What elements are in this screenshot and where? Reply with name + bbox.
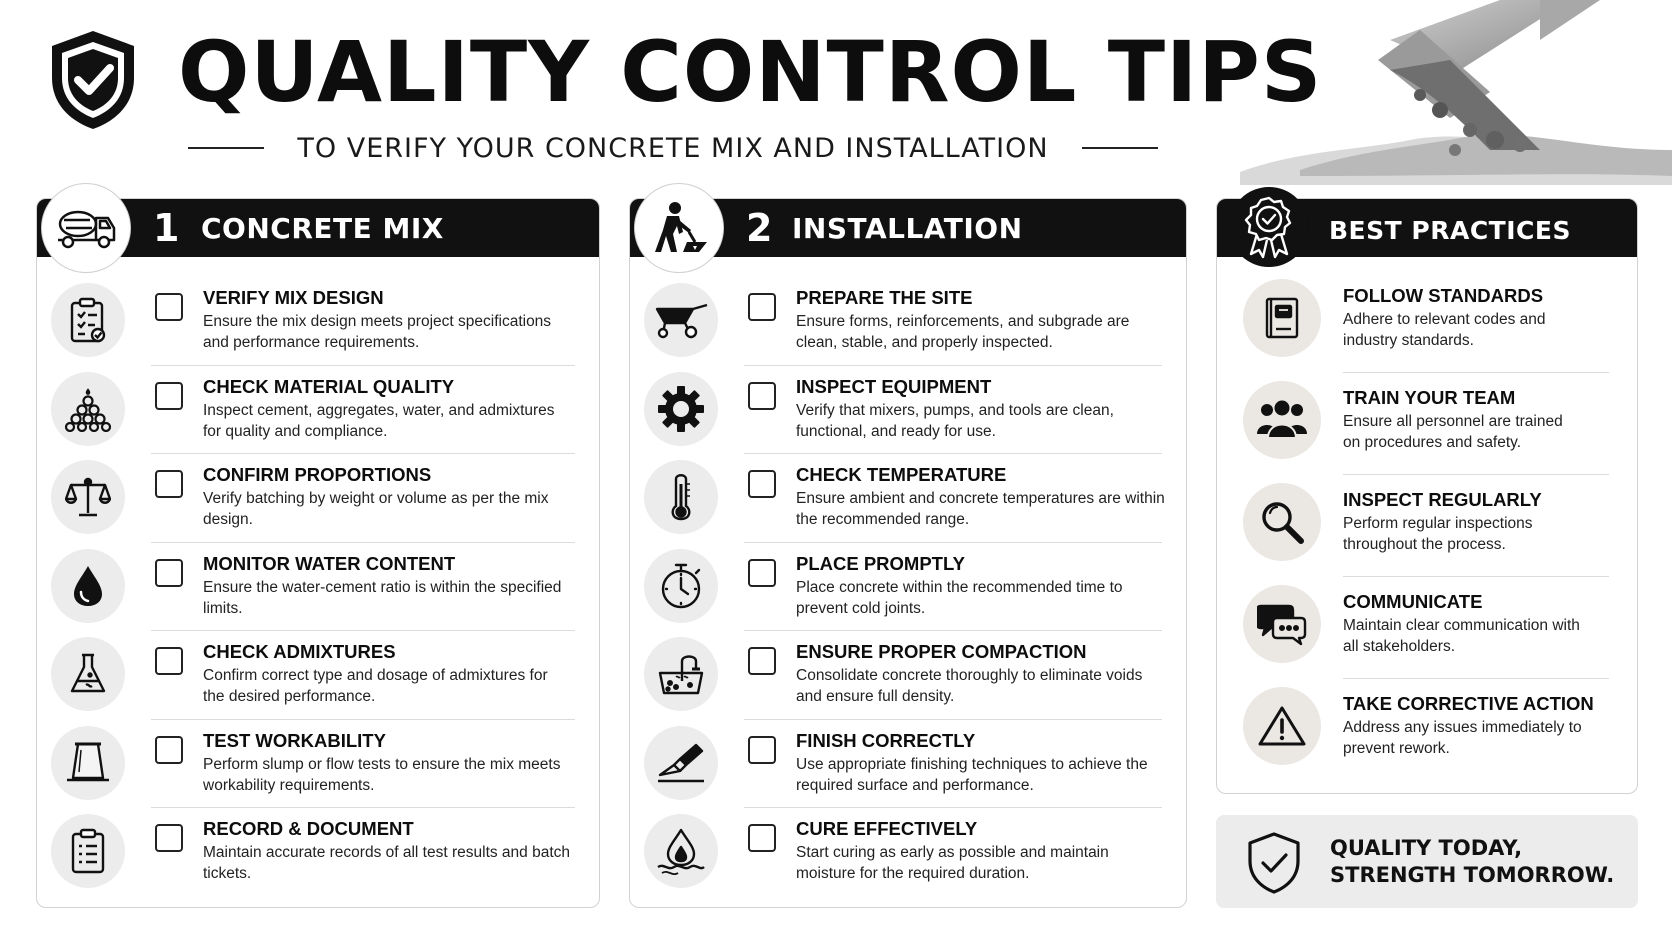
checkbox[interactable] — [748, 559, 776, 587]
motto-banner — [1216, 815, 1638, 908]
concrete-mix-list — [37, 277, 599, 897]
motto-line-1: QUALITY TODAY, — [1330, 836, 1523, 860]
item-title: FINISH CORRECTLY — [796, 729, 976, 751]
subtitle-row — [188, 128, 1158, 168]
practice-item — [1217, 271, 1637, 373]
flask-icon — [51, 637, 125, 711]
curing-drop-icon — [644, 814, 718, 888]
gear-icon — [644, 372, 718, 446]
clipboard-icon — [51, 283, 125, 357]
practice-item — [1217, 577, 1637, 679]
best-practices-panel — [1216, 198, 1638, 794]
page-subtitle: TO VERIFY YOUR CONCRETE MIX AND INSTALLATION — [297, 132, 1049, 164]
subtitle-rule-right — [1082, 147, 1158, 149]
stopwatch-icon — [644, 549, 718, 623]
item-title: MONITOR WATER CONTENT — [203, 552, 456, 574]
item-description: Consolidate concrete thoroughly to eliminate voids and ensure full density. — [796, 667, 1143, 705]
section-number: 1 — [153, 206, 180, 250]
installation-list — [630, 277, 1186, 897]
checkbox[interactable] — [155, 382, 183, 410]
shield-check-icon — [1246, 831, 1302, 895]
magnifier-icon — [1243, 483, 1321, 561]
item-description: Ensure the water-cement ratio is within the specified limits. — [203, 578, 562, 617]
item-description: Ensure ambient and concrete temperatures are within the recommended range. — [796, 490, 1165, 528]
checklist-item — [37, 631, 599, 720]
section-title: INSTALLATION — [792, 212, 1023, 245]
item-description: Start curing as early as possible and maintain moisture for the required duration. — [796, 844, 1109, 882]
concrete-mix-panel — [36, 198, 600, 908]
checklist-item — [630, 454, 1186, 543]
chat-icon — [1243, 585, 1321, 663]
item-description: Maintain clear communication with all stakeholders. — [1343, 617, 1580, 655]
shield-check-icon — [48, 28, 138, 132]
item-title: TAKE CORRECTIVE ACTION — [1343, 693, 1594, 714]
checklist-item — [630, 631, 1186, 720]
item-title: COMMUNICATE — [1343, 591, 1483, 612]
item-description: Maintain accurate records of all test results and batch tickets. — [203, 844, 571, 882]
wheelbarrow-icon — [644, 283, 718, 357]
trowel-icon — [644, 726, 718, 800]
item-title: TEST WORKABILITY — [203, 729, 386, 751]
best-practices-header — [1217, 199, 1637, 257]
item-title: PREPARE THE SITE — [796, 287, 973, 308]
warning-icon — [1243, 687, 1321, 765]
item-description: Use appropriate finishing techniques to achieve the required surface and performance. — [796, 755, 1148, 794]
item-title: VERIFY MIX DESIGN — [203, 287, 384, 308]
item-title: CURE EFFECTIVELY — [796, 818, 978, 839]
item-title: CHECK ADMIXTURES — [203, 641, 396, 662]
award-ribbon-icon — [1229, 187, 1309, 267]
water-drop-icon — [51, 549, 125, 623]
checkbox[interactable] — [748, 824, 776, 852]
checkbox[interactable] — [748, 647, 776, 675]
checklist-item — [630, 366, 1186, 455]
scale-icon — [51, 460, 125, 534]
concrete-pour-illustration — [1240, 0, 1672, 185]
item-title: CHECK MATERIAL QUALITY — [203, 375, 455, 397]
practice-item — [1217, 475, 1637, 577]
item-title: CONFIRM PROPORTIONS — [203, 464, 432, 485]
item-description: Place concrete within the recommended time to prevent cold joints. — [796, 578, 1123, 617]
item-title: INSPECT REGULARLY — [1343, 489, 1542, 510]
item-description: Ensure forms, reinforcements, and subgrade are clean, stable, and properly inspected. — [796, 313, 1130, 351]
mixer-truck-icon — [41, 183, 131, 273]
item-description: Adhere to relevant codes and industry standards. — [1343, 311, 1546, 349]
checkbox[interactable] — [155, 647, 183, 675]
checkbox[interactable] — [748, 470, 776, 498]
checkbox[interactable] — [748, 736, 776, 764]
item-description: Ensure all personnel are trained on procedures and safety. — [1343, 413, 1563, 451]
item-description: Perform slump or flow tests to ensure the mix meets workability requirements. — [203, 755, 561, 794]
item-description: Confirm correct type and dosage of admixtures for the desired performance. — [203, 667, 548, 705]
checklist-item — [37, 543, 599, 632]
practice-item — [1217, 373, 1637, 475]
team-icon — [1243, 381, 1321, 459]
section-title: CONCRETE MIX — [201, 212, 444, 245]
checklist-item — [630, 808, 1186, 897]
checklist-item — [37, 720, 599, 809]
item-description: Address any issues immediately to prevent rework. — [1343, 719, 1582, 757]
subtitle-rule-left — [188, 147, 264, 149]
checkbox[interactable] — [748, 293, 776, 321]
checklist-item — [37, 277, 599, 366]
item-description: Inspect cement, aggregates, water, and admixtures for quality and compliance. — [203, 401, 555, 440]
motto-text — [1330, 835, 1614, 889]
checklist-item — [37, 808, 599, 897]
item-title: ENSURE PROPER COMPACTION — [796, 641, 1087, 662]
concrete-mix-header — [37, 199, 599, 257]
section-number: 2 — [746, 206, 773, 250]
item-title: RECORD & DOCUMENT — [203, 818, 414, 839]
item-title: INSPECT EQUIPMENT — [796, 375, 992, 397]
checkbox[interactable] — [155, 293, 183, 321]
aggregate-pile-icon — [51, 372, 125, 446]
worker-icon — [634, 183, 724, 273]
item-title: FOLLOW STANDARDS — [1343, 285, 1544, 306]
checkbox[interactable] — [155, 736, 183, 764]
book-icon — [1243, 279, 1321, 357]
item-title: TRAIN YOUR TEAM — [1343, 387, 1516, 408]
item-title: PLACE PROMPTLY — [796, 552, 965, 574]
page-title: QUALITY CONTROL TIPS — [178, 23, 1323, 121]
section-title: BEST PRACTICES — [1329, 216, 1571, 245]
vibrator-icon — [644, 637, 718, 711]
checklist-icon — [51, 814, 125, 888]
best-practices-list — [1217, 271, 1637, 781]
practice-item — [1217, 679, 1637, 781]
checkbox[interactable] — [155, 824, 183, 852]
checklist-item — [630, 543, 1186, 632]
motto-line-2: STRENGTH TOMORROW. — [1330, 863, 1615, 887]
checkbox[interactable] — [155, 470, 183, 498]
checklist-item — [630, 720, 1186, 809]
item-description: Perform regular inspections throughout the process. — [1343, 515, 1533, 553]
item-title: CHECK TEMPERATURE — [796, 464, 1007, 485]
installation-panel — [629, 198, 1187, 908]
checkbox[interactable] — [155, 559, 183, 587]
checkbox[interactable] — [748, 382, 776, 410]
checklist-item — [630, 277, 1186, 366]
checklist-item — [37, 454, 599, 543]
item-description: Verify that mixers, pumps, and tools are clean, functional, and ready for use. — [796, 401, 1114, 440]
slump-cone-icon — [51, 726, 125, 800]
thermometer-icon — [644, 460, 718, 534]
installation-header — [630, 199, 1186, 257]
checklist-item — [37, 366, 599, 455]
item-description: Verify batching by weight or volume as per the mix design. — [203, 490, 549, 528]
item-description: Ensure the mix design meets project specifications and performance requirements. — [203, 313, 552, 351]
